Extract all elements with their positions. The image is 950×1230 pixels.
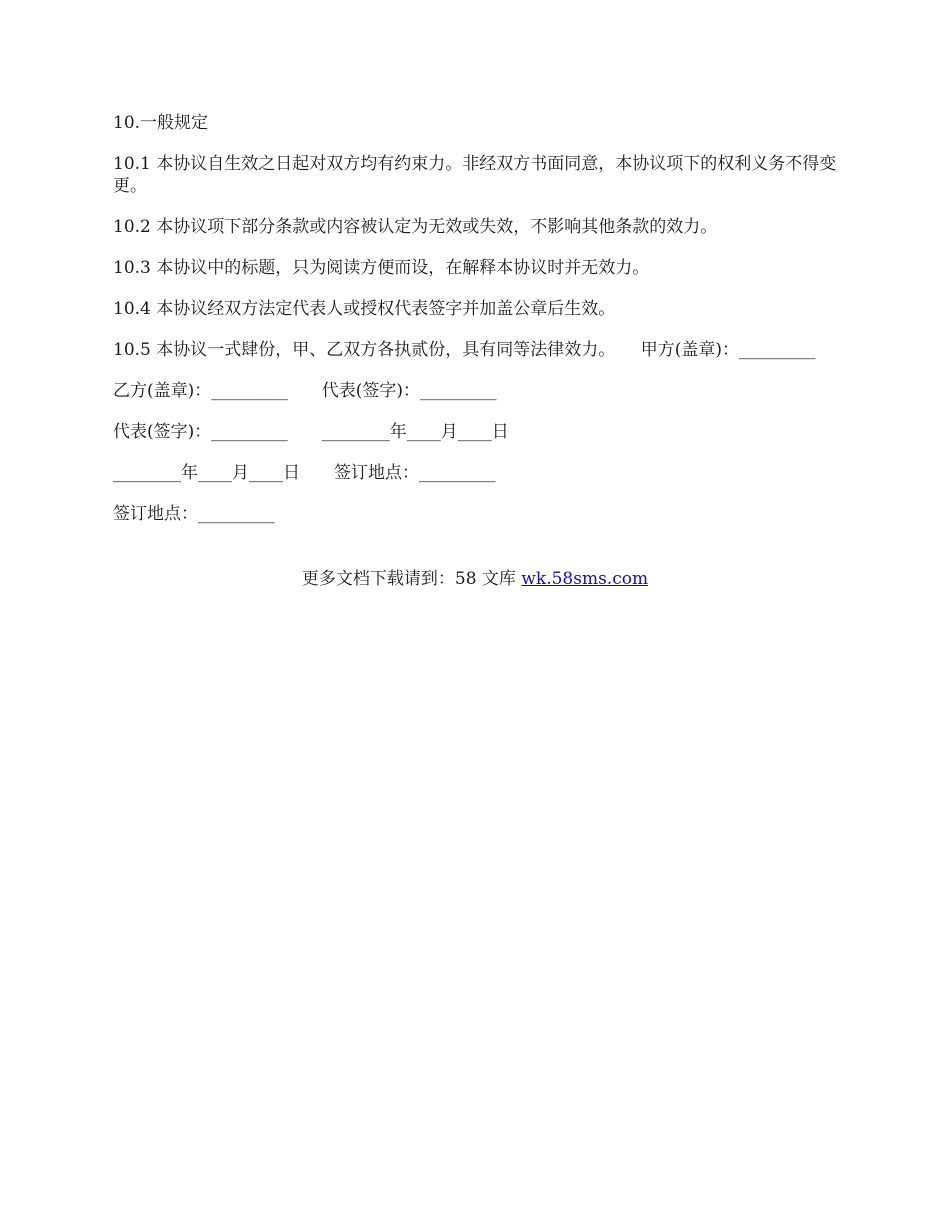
clause-10-1: 10.1 本协议自生效之日起对双方均有约束力。非经双方书面同意，本协议项下的权利义务不得变更。 xyxy=(113,154,837,196)
signature-line-representative: 代表(签字)：_________ ________年____月____日 xyxy=(113,422,509,442)
signature-line-date: ________年____月____日 签订地点：_________ xyxy=(113,463,496,483)
section-heading: 10.一般规定 xyxy=(113,113,209,133)
footer-link[interactable]: wk.58sms.com xyxy=(521,569,649,589)
clause-10-5: 10.5 本协议一式肆份，甲、乙双方各执贰份，具有同等法律效力。 甲方(盖章)：_________ xyxy=(113,340,816,360)
footer xyxy=(0,568,950,590)
clause-10-4: 10.4 本协议经双方法定代表人或授权代表签字并加盖公章后生效。 xyxy=(113,299,616,319)
signature-line-party-b: 乙方(盖章)：_________ 代表(签字)：_________ xyxy=(113,381,497,401)
signature-line-place: 签订地点：_________ xyxy=(113,504,275,524)
clause-10-2: 10.2 本协议项下部分条款或内容被认定为无效或失效，不影响其他条款的效力。 xyxy=(113,217,718,237)
clause-10-3: 10.3 本协议中的标题，只为阅读方便而设，在解释本协议时并无效力。 xyxy=(113,258,650,278)
document-body xyxy=(113,112,840,544)
footer-text: 更多文档下载请到：58 文库 xyxy=(301,569,522,589)
